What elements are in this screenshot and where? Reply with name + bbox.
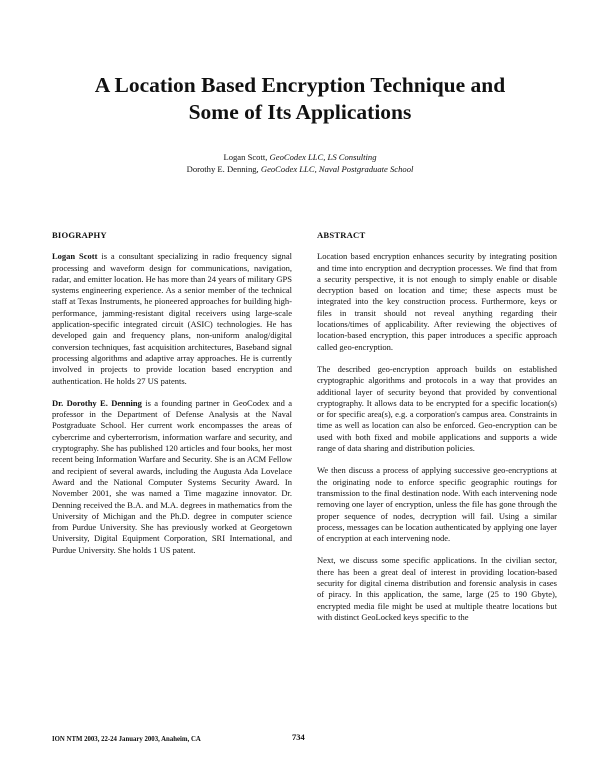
abstract-paragraph: The described geo-encryption approach builds on established cryptographic algorithms and protocols in a way that provides an additional layer of security beyond that provided by conventional cryptography. It allows data to be encrypted for a specific location(s) or for specific area(s), e.g. a corporation's campus area. Constraints in time as well as location can also be enforced. Geo-encryption can be used with both fixed and mobile applications and supports a wide range of data sharing and distribution policies.: [317, 363, 557, 454]
abstract-heading: ABSTRACT: [317, 230, 366, 240]
biography-paragraph-scott: [52, 251, 292, 387]
title-line-2: Some of Its Applications: [188, 100, 412, 124]
abstract-column: [317, 230, 557, 634]
abstract-paragraph: Next, we discuss some specific applications. In the civilian sector, there has been a great deal of interest in providing location-based security for digital cinema distribution and forensic analysis in cases of piracy. In this application, the same, large (25 to 190 Gbyte), encrypted media file might be used at multiple theatre locations but with distinct GeoLocked keys specific to the: [317, 555, 557, 622]
biography-heading: BIOGRAPHY: [52, 230, 107, 240]
bio-name-scott: Logan Scott: [52, 251, 98, 262]
bio-name-denning: Dr. Dorothy E. Denning: [52, 397, 142, 408]
paper-title: [40, 72, 560, 126]
author-2-name: Dorothy E. Denning,: [186, 163, 259, 174]
bio-text-denning: is a founding partner in GeoCodex and a professor in the Department of Defense Analysis at the Naval Postgraduate School. Her current work encompasses the areas of cybercrime and cyberterrorism, information warfare and security, and cryptography. She has published 120 articles and four books, her most recent being Information Warfare and Security. She is an ACM Fellow and recipient of several awards, including the Augusta Ada Lovelace Award and the National Computer Systems Security Award. In November 2001, she was named a Time magazine innovator. Dr. Denning received the B.A. and M.A. degrees in mathematics from the University of Michigan and the Ph.D. degree in computer science from Purdue University. She has previously worked at Georgetown University, Digital Equipment Corporation, SRI International, and Purdue University. She holds 1 US patent.: [52, 397, 292, 555]
abstract-paragraph: We then discuss a process of applying successive geo-encryptions at the originating node to enforce specific geographic routings for transmission to the final destination node. With each intervening node removing one layer of encryption, unless the file has gone through the proper sequence of nodes, decryption will fail. Using a similar process, messages can be location authenticated by applying one layer of encryption at each intervening node.: [317, 465, 557, 544]
bio-text-scott: is a consultant specializing in radio frequency signal processing and waveform design for communications, navigation, radar, and emitter location. He has more than 24 years of military GPS systems engineering experience. As a senior member of the technical staff at Texas Instruments, he pioneered approaches for building high-performance, jamming-resistant digital receivers using large-scale application-specific integrated circuit (ASIC) technologies. He has developed gain and frequency plans, non-uniform analog/digital conversion techniques, fast acquisition architectures, Baseband signal processing algorithms and adaptive array approaches. He is currently involved in projects to provide location based encryption and authentication. He holds 27 US patents.: [52, 251, 292, 386]
abstract-paragraph: Location based encryption enhances security by integrating position and time into encryption and decryption processes. We find that from a security perspective, it is not enough to simply enable or disable decryption based on location and time; these aspects must be integrated into the key construction process. Furthermore, keys or files in transit should not reveal anything regarding their locations/times of applicability. After reviewing the objectives of location-based encryption, this paper introduces a specific approach called geo-encryption.: [317, 251, 557, 352]
author-1: [40, 152, 560, 164]
author-1-affiliation: GeoCodex LLC, LS Consulting: [269, 152, 377, 162]
author-2-affiliation: GeoCodex LLC, Naval Postgraduate School: [260, 163, 414, 174]
page-number: 734: [292, 732, 305, 742]
author-1-name: Logan Scott,: [223, 152, 268, 162]
author-2: [40, 164, 560, 176]
biography-column: [52, 230, 292, 567]
title-line-1: A Location Based Encryption Technique and: [94, 73, 506, 97]
biography-paragraph-denning: [52, 398, 292, 556]
author-list: [40, 152, 560, 175]
footer-conference: ION NTM 2003, 22-24 January 2003, Anaheim, CA: [52, 736, 201, 743]
